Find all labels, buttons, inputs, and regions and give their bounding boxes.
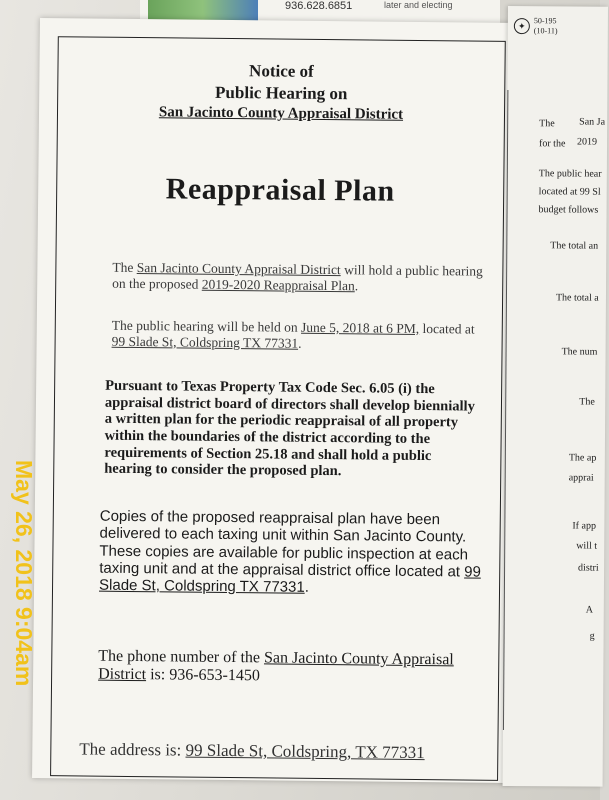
notice-paper (32, 18, 520, 783)
form-line9: The (579, 396, 595, 408)
p1-text-c: . (354, 277, 359, 293)
form-line15: A (585, 604, 594, 616)
p1-district: San Jacinto County Appraisal District (136, 260, 341, 278)
p1-text-b: will hold a public hearing on the proposed (112, 262, 483, 292)
form-line1b: San Ja (579, 116, 606, 128)
ad-text: later and electing (384, 0, 453, 10)
p6-text-a: The address is: (79, 739, 186, 760)
p1-text-a: The (112, 259, 137, 276)
p1-plan: 2019-2020 Reappraisal Plan (201, 276, 355, 293)
form-line13: will t (576, 540, 598, 552)
form-number: 50-195 (533, 16, 557, 26)
paragraph-hearing-announcement (112, 260, 484, 295)
heading-notice-of: Notice of (249, 61, 314, 81)
timestamp-text: May 26, 2018 9:04am (11, 460, 37, 687)
paragraph-hearing-details (112, 318, 484, 353)
p2-text-b: located at (419, 320, 475, 337)
photo-timestamp (4, 460, 44, 780)
p2-text-c: . (298, 335, 302, 351)
p2-text-a: The public hearing will be held on (111, 317, 302, 335)
form-line14: distri (578, 562, 599, 574)
paragraph-copies (99, 508, 482, 598)
p4-text-b: . (304, 578, 310, 596)
form-line3: The public hear (538, 168, 602, 180)
paragraph-phone (98, 648, 480, 689)
notice-title: Reappraisal Plan (165, 172, 395, 208)
ad-phone: 936.628.6851 (285, 0, 353, 12)
adjacent-form-page (503, 6, 608, 787)
paragraph-address (79, 739, 479, 763)
form-line1a: The (539, 118, 555, 130)
p2-address: 99 Slade St, Coldspring TX 77331 (111, 333, 299, 351)
form-line12: If app (572, 520, 597, 532)
form-line10: The ap (568, 452, 597, 464)
p5-text-b: is: 936-653-1450 (146, 666, 260, 685)
form-line2b: 2019 (577, 136, 598, 148)
comptroller-seal-icon: ✦ (514, 18, 530, 34)
form-line8: The num (561, 346, 598, 358)
p4-address: 99 Slade St, Coldspring TX 77331 (98, 563, 481, 596)
form-line2a: for the (539, 138, 566, 150)
form-line16: g (589, 630, 595, 642)
p2-date: June 5, 2018 at 6 PM, (301, 319, 420, 336)
p6-address: 99 Slade St, Coldspring, TX 77331 (185, 740, 425, 763)
heading-public-hearing: Public Hearing on (215, 82, 348, 104)
form-line6: The total an (550, 240, 599, 252)
form-revision: (10-11) (533, 26, 558, 36)
form-line7: The total a (555, 292, 599, 304)
heading-district (58, 103, 504, 125)
heading-district-text: San Jacinto County Appraisal District (158, 104, 404, 123)
p5-text-a: The phone number of the (98, 647, 265, 667)
form-line4: located at 99 Sl (538, 186, 601, 198)
p4-text-a: Copies of the proposed reappraisal plan have been delivered to each taxing unit within San Jacinto County. These copies are available for public inspection at each taxing unit and at the appraisal district office located at (99, 507, 469, 581)
form-line5: budget follows (538, 204, 599, 216)
paragraph-tax-code: Pursuant to Texas Property Tax Code Sec. 6.05 (i) the appraisal district board of directors shall develop biennially a written plan for the periodic reappraisal of all property within the boundaries of the district according to the requirements of Section 25.18 and shall hold a public hearing to consider the proposed plan. (104, 377, 475, 480)
notice-box (50, 36, 506, 781)
p5-district: San Jacinto County Appraisal District (98, 649, 454, 684)
form-line11: apprai (568, 472, 594, 484)
